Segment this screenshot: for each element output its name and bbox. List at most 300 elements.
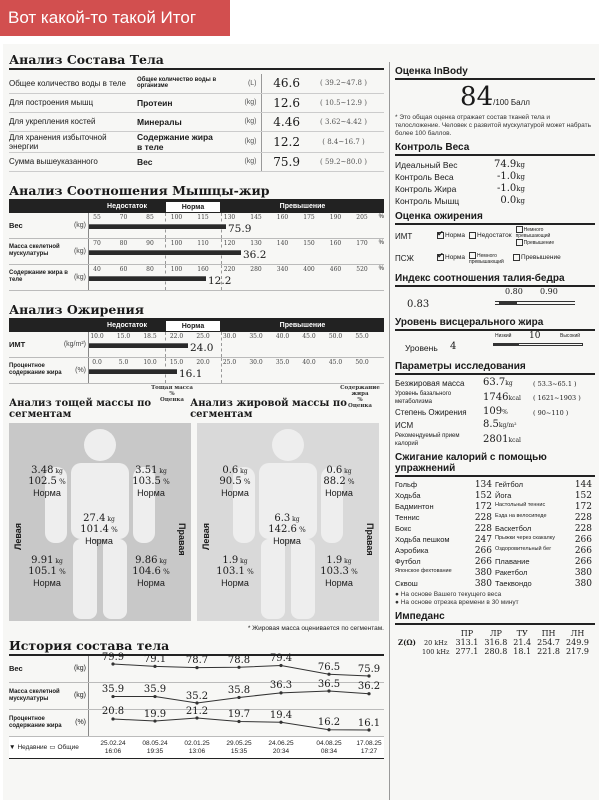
weight-control-unit: kg [516,185,525,193]
tick-label: 50.0 [355,358,369,366]
tick-label: 20.0 [196,358,210,366]
composition-row [9,93,384,112]
weight-control-row [395,171,525,183]
impedance-value: 221.8 [537,647,561,656]
segment-value [15,555,79,588]
bar-label-unit: (kg) [73,273,86,281]
segment-value [119,465,183,498]
burn-activity: Оздоровительный бег [495,546,552,552]
tick-label: 90 [146,239,154,247]
impedance-z-label: Z(Ω) [398,638,416,647]
burn-value: 172 [574,502,592,512]
burn-value: 152 [574,491,592,501]
segment-eval: Норма [137,487,165,498]
bar-label-text: Масса скелетной мускулатуры [9,244,60,257]
burn-activity: Баскетбол [495,524,532,533]
param-number: 109 [483,406,503,417]
checkbox-icon [513,254,520,261]
segment-eval: Норма [33,577,61,588]
burn-activity: Настольный теннис [495,502,546,508]
left-column [9,52,384,800]
segment-kg-unit: kg [157,467,167,475]
segment-pct: 142.6 [268,523,297,535]
whr-value: 0.83 [407,299,430,310]
weight-control-unit: kg [516,173,525,181]
segment-panels [9,423,384,621]
composition-row [9,152,384,171]
param-unit: kg/m² [498,422,517,429]
bar-row-label [9,265,89,290]
burn-value: 266 [474,557,492,567]
tick-label: 18.5 [143,332,157,340]
bar-row-label [9,239,89,264]
impedance-header [395,629,592,638]
param-unit: kcal [508,436,521,444]
tick-labels [89,359,384,368]
whr-low: 0.80 [505,287,523,296]
history-label-text: Масса скелетной мускулатуры [9,688,60,702]
score-title: Оценка InBody [395,66,595,80]
impedance-corner [395,629,419,638]
segment-pct: 105.1 [28,565,57,577]
tick-label: 30.0 [222,332,237,340]
history-label [9,683,89,709]
tick-label: 110 [197,239,209,247]
obesity-title: Анализ Ожирения [9,302,384,320]
segment-kg: 9.86 [135,554,158,566]
segment-pct-unit: % [296,525,306,534]
tick-label: 35.0 [249,332,263,340]
segment-kg-unit: kg [290,515,300,523]
param-number: 1746 [483,391,509,403]
tick-label: 100 [170,213,183,221]
segment-pct-unit: % [348,567,358,576]
bar-label-text: ИМТ [9,339,26,349]
tick-label: 45.0 [328,358,343,366]
whr-title: Индекс соотношения талия-бедра [395,273,595,287]
weight-control-number: -1.0 [496,171,517,182]
right-column [395,66,595,786]
impedance-value: 217.9 [566,647,589,656]
segment-kg-unit: kg [342,557,352,565]
composition-name: Протеин [137,93,219,112]
segment-kg: 3.48 [31,464,54,476]
segment-pct-unit: % [160,477,170,486]
history-date: 25.02.24 16:06 [100,739,126,755]
segment-pct: 102.5 [28,475,57,487]
composition-unit: (kg) [219,112,261,131]
params-title: Параметры исследования [395,361,595,375]
composition-range: ( 59.2~80.0 ) [303,152,384,171]
tick-label: 100 [170,239,183,247]
burn-value: 266 [474,546,492,556]
checkbox-icon [516,239,523,246]
segment-value [203,555,267,588]
weight-control-value [497,171,525,183]
right-side-label: Правая [177,522,187,556]
burn-activity: Прыжки через скакалку [495,535,555,541]
weight-control-label: Контроль Веса [395,172,454,182]
weight-control-unit: kg [516,197,525,205]
segment-kg: 27.4 [83,512,106,524]
impedance-freq: 20 kHz [424,638,448,647]
burn-activity: Ракетбол [495,568,528,577]
tick-label: 80 [146,265,154,273]
history-date: 02.01.25 13:06 [184,739,210,755]
impedance-value: 316.8 [484,638,508,647]
bar-label-text: Содержание жира в теле [9,270,68,283]
history-value: 19.7 [227,709,251,721]
history-value: 21.2 [185,705,209,717]
segment-pct-unit: % [160,567,170,576]
param-value [483,377,527,390]
impedance-value: 313.1 [455,638,479,647]
bar-fill [89,250,241,255]
bar-row [9,239,384,265]
composition-table [9,74,384,172]
tick-label: 120 [223,239,236,247]
param-value [483,392,527,405]
bar-row [9,265,384,291]
composition-name: Вес [137,152,219,171]
history-value: 75.9 [357,663,381,675]
bar-fill [89,369,177,374]
history-value: 19.4 [269,709,293,721]
segment-kg-unit: kg [157,557,167,565]
burn-title: Сжигание калорий с помощью упражнений [395,452,595,477]
history-value: 79.1 [143,653,167,665]
whr-high: 0.90 [540,287,558,296]
history-cells [89,705,384,736]
history-value: 78.8 [227,654,251,666]
segment-pct: 101.4 [80,523,109,535]
impedance-freq: 100 kHz [421,647,450,656]
tick-label: 130 [250,239,262,247]
muscle-fat-header [9,201,384,213]
history-date: 17.08.25 17:27 [356,739,382,755]
burn-activity: Йога [495,491,512,500]
segment-value [67,513,131,546]
tick-label: 55 [93,213,101,221]
impedance-value: 21.4 [513,638,532,647]
history-cells [89,678,384,709]
tick-label: 100 [170,265,183,273]
history-date: 08.05.24 19:35 [142,739,168,755]
composition-unit: (kg) [219,152,261,171]
composition-name: Минералы [137,112,219,131]
burn-value: 134 [474,480,492,490]
impedance-col: ПН [541,629,556,638]
history-label [9,656,89,682]
burn-activity: Бокс [395,524,412,533]
bar-label-unit: (kg) [73,247,86,255]
segment-kg: 9.91 [31,554,54,566]
param-unit: kg [505,380,513,387]
bar-label-text: Процентное содержание жира [9,363,62,376]
weight-control-label: Контроль Жира [395,184,457,194]
burn-value: 380 [574,579,592,589]
bar-row [9,332,384,358]
history-value: 36.3 [269,680,293,692]
segment-kg: 0.6 [326,464,343,476]
composition-unit: (kg) [219,93,261,112]
composition-label: Для хранения избыточной энергии [9,131,137,152]
history-label-unit: (%) [75,719,86,726]
weight-control-number: -1.0 [496,183,517,194]
bar-value: 16.1 [179,367,203,380]
burn-activity: Футбол [395,557,421,566]
tick-label: 70 [93,239,101,247]
bar-label-unit: (kg/m²) [63,340,86,348]
weight-control-number: 0.0 [500,195,517,206]
lean-segment-title: Анализ тощей массы по сегментам [9,397,152,420]
tick-label: 130 [223,213,236,221]
fat-segment-title: Анализ жировой массы по сегментам [190,397,347,420]
tick-label: 85 [146,213,154,221]
segment-kg-unit: kg [238,467,248,475]
burn-activity: Теннис [395,513,420,522]
impedance-value: 254.7 [537,638,561,647]
weight-control-row [395,183,525,195]
weight-control-number: 74.9 [494,159,517,170]
burn-value: 228 [574,513,592,523]
header-norm: Норма [165,201,221,213]
param-label: Уровень базального метаболизма [395,391,452,405]
tick-label: 280 [250,265,262,273]
caption-banner: Вот какой-то такой Итог [0,0,230,36]
segment-eval: Норма [33,487,61,498]
history-value: 79.9 [101,651,125,663]
weight-control-unit: kg [516,161,525,169]
param-unit: kcal [508,394,521,402]
composition-value: 75.9 [261,152,303,171]
burn-activity: Гейтбол [495,480,524,489]
segment-pct-unit: % [241,477,251,486]
norm-line [221,358,222,383]
bar-label-text: Вес [9,220,23,230]
composition-row [9,131,384,152]
obesity-eval-title: Оценка ожирения [395,211,595,225]
impedance-value: 18.1 [513,647,532,656]
history-date: 29.05.25 15:35 [226,739,252,755]
param-range: ( 90~110 ) [533,408,569,417]
percent-label: % [378,213,384,220]
bar-value: 12.2 [208,274,232,287]
tick-label: 50.0 [328,332,343,340]
history-section [9,638,384,759]
burn-activity: Ходьба пешком [395,535,450,544]
param-row [395,406,595,419]
composition-row [9,112,384,131]
segment-kg-unit: kg [53,557,63,565]
tick-label: 205 [356,213,368,221]
history-value: 76.5 [317,661,341,673]
bar-area [89,332,384,357]
fat-segment-panel [197,423,379,621]
tick-labels [89,214,384,223]
visceral-scale: Уровень 4 Низкий 10 Высокий [395,331,595,357]
total-marker-icon: ▭ [49,744,56,751]
tick-label: 25.0 [196,332,210,340]
segment-pct-unit: % [56,477,66,486]
history-value: 35.9 [143,684,167,696]
muscle-fat-title: Анализ Соотношения Мышцы-жир [9,183,384,201]
checkbox-checked-icon [437,254,444,261]
bar-area [89,265,384,290]
composition-title: Анализ Состава Тела [9,52,384,70]
bar-area [89,358,384,383]
composition-unit: (L) [219,74,261,93]
bar-fill [89,343,188,348]
impedance-table [395,629,595,656]
segment-value [307,555,371,588]
whr-scale [395,287,595,313]
header-excess: Превышение [279,321,326,329]
history-label-text: Вес [9,664,23,673]
tick-label: 10.0 [143,358,157,366]
tick-label: 160 [197,265,209,273]
segment-eval: Норма [85,535,113,546]
composition-name: Общее количество воды в организме [137,74,219,93]
param-label: ИСМ [395,420,414,430]
segment-eval: Норма [221,487,249,498]
inbody-score: 84/100 Балл [460,82,530,112]
tick-label: 0.0 [92,358,102,366]
segment-eval: Норма [325,487,353,498]
param-unit: % [502,409,508,416]
burn-value: 266 [574,535,592,545]
weight-control-value [500,195,525,207]
composition-range: ( 39.2~47.8 ) [303,74,384,93]
bar-area [89,239,384,264]
segment-value [119,555,183,588]
history-label-unit: (kg) [73,692,86,699]
history-legend: ▼ Недавние ▭ Общие [9,743,79,751]
burn-value: 228 [574,524,592,534]
tick-label: 60 [119,265,128,273]
tick-label: 115 [197,213,209,221]
burn-note-1: ● На основе Вашего текущего веса [395,591,502,598]
bar-value: 75.9 [228,222,252,235]
tick-label: 520 [356,265,368,273]
segment-value [307,465,371,498]
composition-value: 12.6 [261,93,303,112]
composition-range: ( 8.4~16.7 ) [303,131,384,152]
burn-value: 380 [574,568,592,578]
param-value [483,419,527,432]
header-norm: Норма [165,320,221,332]
history-value: 20.8 [101,706,125,718]
tick-label: 175 [303,213,315,221]
bar-fill [89,224,226,229]
burn-value: 380 [474,579,492,589]
impedance-col: ЛР [489,629,502,638]
tick-labels [89,266,384,275]
visceral-title: Уровень висцерального жира [395,317,595,331]
percent-label: % [378,265,384,272]
tick-label: 160 [329,239,342,247]
param-label: Рекомендуемый прием калорий [395,433,460,447]
impedance-title: Импеданс [395,611,595,625]
bmi-eval-row: ИМТ ✔ Норма Недостаток Немного превышающий Превышение [395,225,595,247]
composition-value: 46.6 [261,74,303,93]
tick-label: 400 [303,265,315,273]
weight-control-row [395,159,525,171]
history-value: 36.2 [357,681,381,693]
history-value: 78.7 [185,655,209,667]
history-value: 35.8 [227,684,251,696]
impedance-value: 277.1 [455,647,479,656]
composition-name: Содержание жира в теле [137,131,219,152]
burn-activity: Таеквондо [495,579,532,588]
column-divider [389,62,390,800]
weight-control-value [494,159,525,171]
tick-label: 35.0 [275,358,290,366]
inbody-report [3,44,599,800]
obesity-header [9,320,384,332]
param-row [395,390,595,406]
segment-pct: 103.5 [132,475,161,487]
burn-activity: Езда на велосипеде [495,513,547,519]
tick-label: 40.0 [302,358,316,366]
weight-control-label: Идеальный Вес [395,160,458,170]
lean-segment-panel [9,423,191,621]
tick-label: 170 [356,239,368,247]
right-side-label: Правая [365,522,375,556]
burn-value: 172 [474,502,492,512]
segment-pct-unit: % [108,525,118,534]
impedance-z-label [395,647,419,656]
burn-value: 247 [474,535,492,545]
burn-note-2: ● На основе отрезка времени в 30 минут [395,599,519,606]
segment-pct: 103.3 [320,565,349,577]
segment-kg: 3.51 [135,464,158,476]
lean-legend: Тощая масса % Оценка [151,384,193,403]
segment-value [255,513,319,546]
left-side-label: Левая [13,522,23,550]
impedance-row [395,638,592,647]
history-title: История состава тела [9,638,384,656]
burn-activity: Аэробика [395,546,429,555]
burn-activity: Бадминтон [395,502,434,511]
tick-label: 45.0 [302,332,316,340]
composition-value: 4.46 [261,112,303,131]
composition-unit: (kg) [219,131,261,152]
param-row [395,432,595,448]
checkbox-icon [469,252,476,259]
bar-row [9,213,384,239]
segment-value [203,465,267,498]
burn-grid [395,480,595,589]
bar-area [89,213,384,238]
bar-value: 36.2 [243,248,267,261]
tick-label: 150 [303,239,315,247]
fat-legend: Содержание жира % Оценка [340,384,380,409]
checkbox-checked-icon [437,232,444,239]
tick-label: 80 [119,239,128,247]
history-label [9,710,89,736]
bar-row-label [9,358,89,383]
tick-label: 70 [119,213,128,221]
tick-label: 22.0 [169,332,184,340]
param-label: Степень Ожирения [395,407,467,417]
tick-label: 460 [329,265,342,273]
segment-eval: Норма [137,577,165,588]
bar-fill [89,276,206,281]
tick-label: 15.0 [169,358,184,366]
param-range: ( 1621~1903 ) [533,394,581,402]
composition-label: Общее количество воды в теле [9,74,137,93]
